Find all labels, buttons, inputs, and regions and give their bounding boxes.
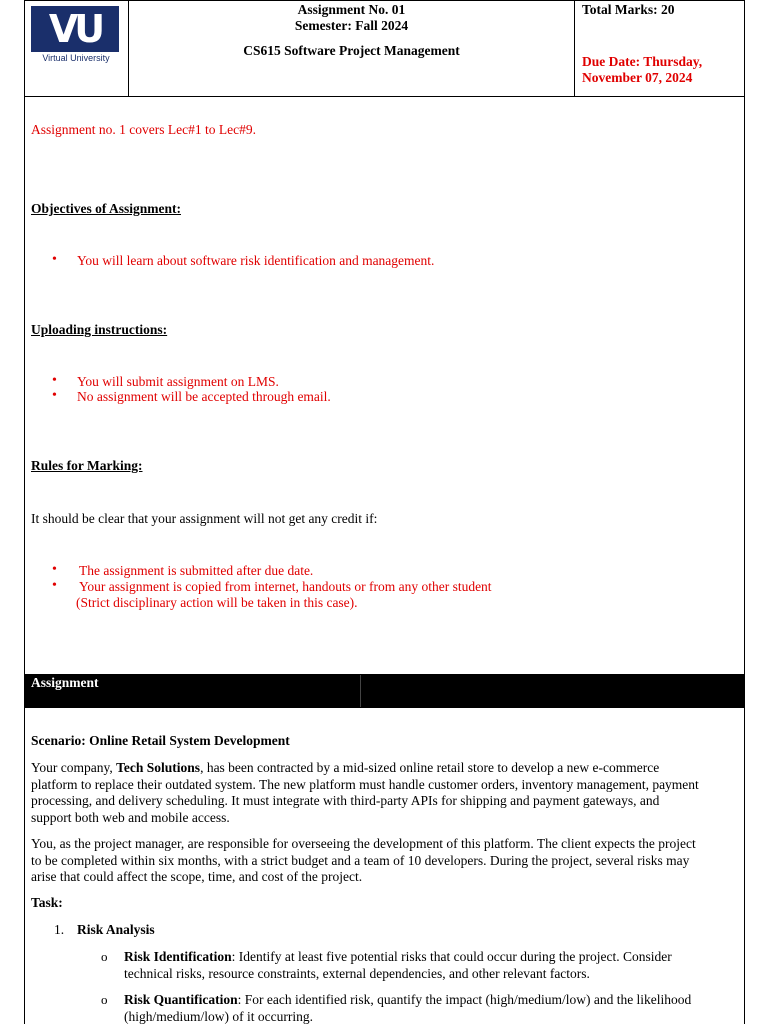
- uploading-heading: Uploading instructions:: [31, 322, 168, 337]
- assignment-label: Assignment: [31, 675, 99, 690]
- sub-bullet-marker: o: [101, 949, 108, 964]
- objectives-heading: Objectives of Assignment:: [31, 201, 181, 216]
- logo-cell: [25, 1, 129, 96]
- scenario-title: Scenario: Online Retail System Development: [31, 733, 290, 748]
- logo-subtitle: Virtual University: [42, 53, 110, 63]
- scenario-paragraph-2: You, as the project manager, are responsible for overseeing the development of this platform. The client expects the project to be completed within six months, with a strict budget and a team of 10 developers. During the project, several risks may arise that could affect the scope, time, and cost of the project.: [31, 836, 696, 885]
- scenario-paragraph-1: Your company, Tech Solutions, has been contracted by a mid-sized online retail store to develop a new e-commerce platform to replace their outdated system. The new platform must handle customer orders, inventory management, payment processing, and delivery scheduling. It must integrate with third-party APIs for shipping and payment gateways, and support both web and mobile access.: [31, 760, 699, 825]
- sub-item-risk-quantification: Risk Quantification: For each identified risk, quantify the impact (high/medium/low) and the likelihood (high/medium/low) of it occurring.: [124, 992, 692, 1024]
- rules-note: (Strict disciplinary action will be taken in this case).: [76, 595, 358, 610]
- assignment-number: Assignment No. 01: [297, 2, 406, 17]
- task-heading: Task:: [31, 895, 63, 910]
- list-number: 1.: [54, 922, 65, 937]
- university-logo: [31, 6, 121, 64]
- sub-item-risk-identification: Risk Identification: Identify at least five potential risks that could occur during the project. Consider technical risks, resource constraints, external dependencies, and other relevant factors.: [124, 949, 672, 981]
- semester: Semester: Fall 2024: [294, 18, 409, 33]
- sub-bullet-marker: o: [101, 992, 108, 1007]
- due-date: Due Date: Thursday, November 07, 2024: [582, 54, 703, 85]
- course-title: CS615 Software Project Management: [243, 43, 460, 58]
- rules-intro: It should be clear that your assignment will not get any credit if:: [31, 511, 378, 526]
- header-table: [24, 0, 745, 97]
- rules-heading: Rules for Marking:: [31, 458, 143, 473]
- logo-letters: VU: [48, 7, 102, 51]
- assignment-bar: [24, 674, 745, 708]
- task-item-title: Risk Analysis: [77, 922, 155, 937]
- total-marks: Total Marks: 20: [582, 2, 675, 17]
- title-cell: [129, 1, 575, 96]
- marks-cell: [575, 1, 744, 96]
- coverage-note: Assignment no. 1 covers Lec#1 to Lec#9.: [31, 122, 256, 137]
